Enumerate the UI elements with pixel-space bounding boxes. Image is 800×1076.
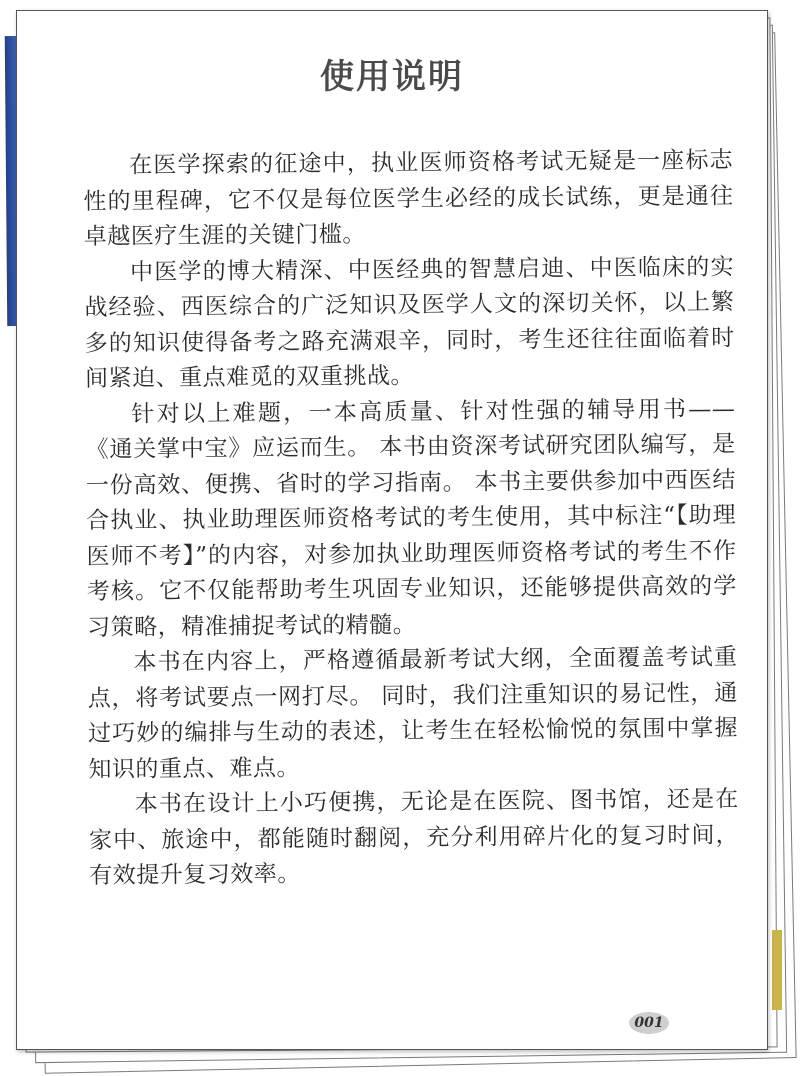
- paragraph-4: 本书在内容上，严格遵循最新考试大纲，全面覆盖考试重点，将考试要点一网打尽。 同时，我们注重知识的易记性，通过巧妙的编排与生动的表述，让考生在轻松愉悦的氛围中掌握知识的重点、难点。: [87, 644, 739, 783]
- document-page: [16, 10, 768, 1050]
- paragraph-2: 中医学的博大精深、中医经典的智慧启迪、中医临床的实战经验、西医综合的广泛知识及医学人文的深切关怀，以上繁多的知识使得备考之路充满艰辛，同时，考生还往往面临着时间紧迫、重点难觅的双重挑战。: [84, 253, 735, 392]
- page-number: 001: [629, 1012, 669, 1034]
- paragraph-1: 在医学探索的征途中，执业医师资格考试无疑是一座标志性的里程碑，它不仅是每位医学生必经的成长试练，更是通往卓越医疗生涯的关键门槛。: [83, 147, 734, 250]
- page-title: 使用说明: [320, 57, 464, 97]
- paragraph-5: 本书在设计上小巧便携，无论是在医院、图书馆，还是在家中、旅途中，都能随时翻阅，充分利用碎片化的复习时间，有效提升复习效率。: [88, 786, 740, 889]
- body-text: [83, 143, 739, 894]
- paragraph-3: 针对以上难题，一本高质量、针对性强的辅导用书——《通关掌中宝》应运而生。 本书由资深考试研究团队编写，是一份高效、便携、省时的学习指南。 本书主要供参加中西医结合执业、执业助理医师资格考试的考生使用，其中标注“【助理医师不考】”的内容，对参加执业助理医师资格考试的考生不作考核。它不仅能帮助考生巩固专业知识，还能够提供高效的学习策略，精准捕捉考试的精髓。: [85, 395, 737, 641]
- book-cover-edge-gold: [772, 930, 782, 1010]
